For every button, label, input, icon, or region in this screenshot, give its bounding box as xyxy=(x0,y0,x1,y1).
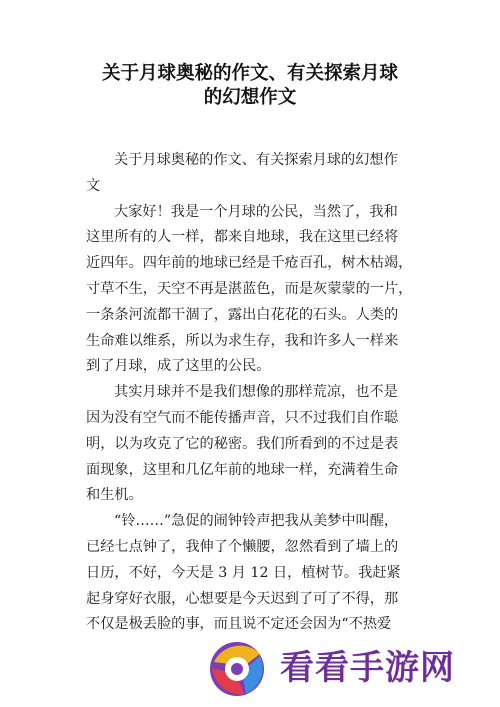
text-line: 日历，不好，今天是 3 月 12 日，植树节。我赶紧 xyxy=(86,564,401,581)
subtitle xyxy=(86,148,422,200)
watermark-logo-icon xyxy=(206,638,268,700)
paragraph-1 xyxy=(86,200,422,381)
document-title xyxy=(60,62,440,110)
text-line: 生命难以维系，所以为求生存，我和许多人一样来 xyxy=(86,332,399,349)
paragraph-2 xyxy=(86,380,422,509)
text-line: 已经七点钟了，我伸了个懒腰，忽然看到了墙上的 xyxy=(86,538,399,555)
watermark-text: 看看手游网 xyxy=(280,648,455,688)
text-line: 大家好！我是一个月球的公民，当然了，我和 xyxy=(114,203,398,220)
text-line: 不仅是极丢脸的事，而且说不定还会因为“不热爱 xyxy=(86,616,392,633)
title-line: 关于月球奥秘的作文、有关探索月球 xyxy=(101,63,398,84)
watermark xyxy=(200,630,500,707)
text-line: 面现象，这里和几亿年前的地球一样，充满着生命 xyxy=(86,461,399,478)
document-body xyxy=(86,148,422,638)
text-line: 和生机。 xyxy=(86,487,143,504)
text-line: 其实月球并不是我们想像的那样荒凉，也不是 xyxy=(114,384,398,401)
text-line: 起身穿好衣服，心想要是今天迟到了可了不得，那 xyxy=(86,590,399,607)
text-line: 近四年。四年前的地球已经是千疮百孔，树木枯竭， xyxy=(86,255,413,272)
paragraph-3 xyxy=(86,509,422,638)
text-line: 因为没有空气而不能传播声音，只不过我们自作聪 xyxy=(86,409,399,426)
text-line: 寸草不生，天空不再是湛蓝色，而是灰蒙蒙的一片， xyxy=(86,280,413,297)
text-line: 一条条河流都干涸了，露出白花花的石头。人类的 xyxy=(86,306,399,323)
text-line: 这里所有的人一样，都来自地球，我在这里已经将 xyxy=(86,229,399,246)
text-line: 明，以为攻克了它的秘密。我们所看到的不过是表 xyxy=(86,435,399,452)
title-line: 的幻想作文 xyxy=(203,87,297,108)
text-line: “铃……”急促的闹钟铃声把我从美梦中叫醒， xyxy=(114,513,399,530)
text-line: 到了月球，成了这里的公民。 xyxy=(86,358,271,375)
subtitle-line: 关于月球奥秘的作文、有关探索月球的幻想作 xyxy=(114,152,398,168)
subtitle-line: 文 xyxy=(86,177,101,194)
